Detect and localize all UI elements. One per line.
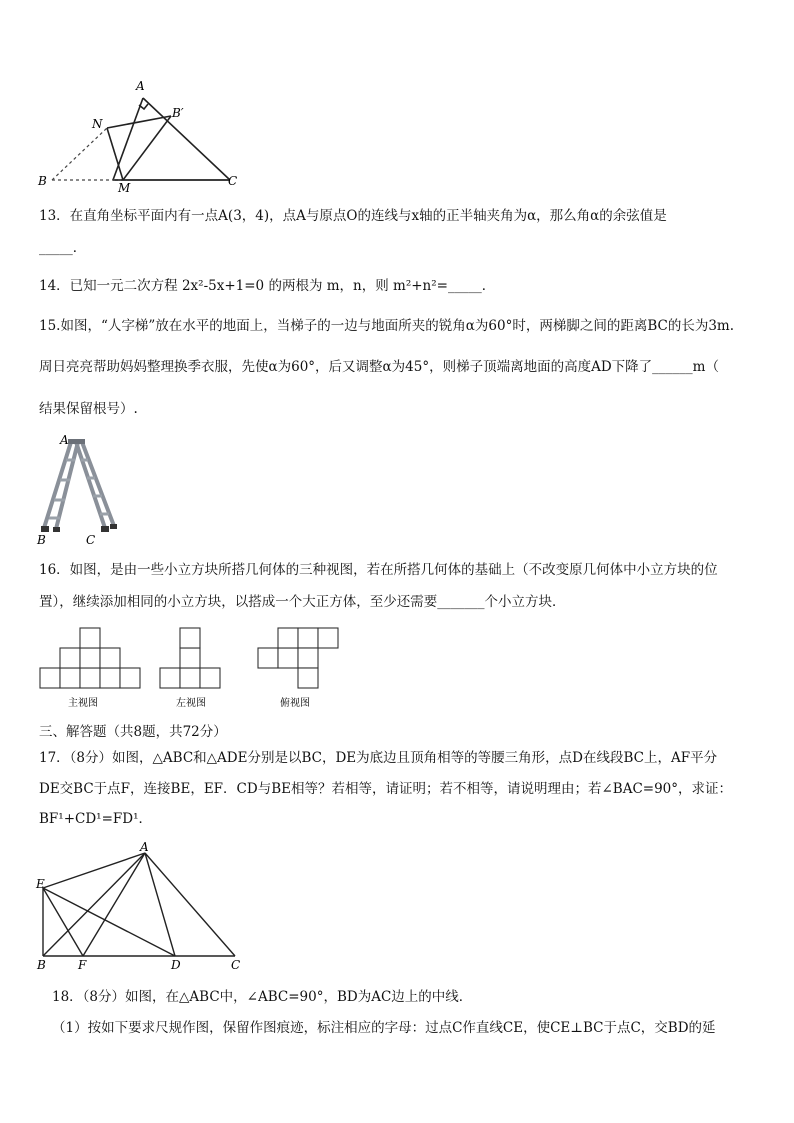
- q16-line2: 置），继续添加相同的小立方块，以搭成一个大正方体，至少还需要_______个小立方块．: [39, 594, 566, 610]
- q15-line1: 15.如图，“人字梯”放在水平的地面上，当梯子的一边与地面所夹的锐角α为60°时，两梯脚之间的距离BC的长为3m.: [39, 318, 734, 334]
- q15-line3: 结果保留根号）.: [39, 401, 138, 417]
- q18-line2: （1）按如下要求尺规作图，保留作图痕迹，标注相应的字母：过点C作直线CE，使CE⊥BC于点C，交BD的延: [52, 1020, 716, 1036]
- label-front-view: 主视图: [68, 698, 98, 709]
- figure-q16-three-views: [36, 626, 346, 712]
- label-N: N: [92, 117, 103, 131]
- section3-title: 三、解答题（共8题，共72分）: [39, 724, 227, 740]
- figure-q17-triangles: [30, 838, 250, 973]
- label-M: M: [118, 181, 131, 195]
- q15-line2: 周日亮亮帮助妈妈整理换季衣服，先使α为60°，后又调整α为45°，则梯子顶端离地面的高度AD下降了______m（: [39, 359, 719, 375]
- q14-text: 14．已知一元二次方程 2x²-5x+1=0 的两根为 m，n，则 m²+n²=_____．: [39, 278, 496, 294]
- label-top-view: 俯视图: [280, 698, 310, 709]
- figure-q15-ladder: [30, 432, 130, 548]
- q17-line1: 17．（8分）如图，△ABC和△ADE分别是以BC，DE为底边且顶角相等的等腰三角形，点D在线段BC上，AF平分: [39, 750, 718, 766]
- label-B: B: [38, 174, 47, 188]
- q18-line1: 18．（8分）如图，在△ABC中，∠ABC=90°，BD为AC边上的中线．: [52, 989, 473, 1005]
- label-A: A: [60, 433, 69, 447]
- label-F: F: [78, 958, 87, 972]
- q16-line1: 16．如图，是由一些小立方块所搭几何体的三种视图，若在所搭几何体的基础上（不改变原几何体中小立方块的位: [39, 562, 718, 578]
- label-A: A: [136, 79, 145, 93]
- q17-line2: DE交BC于点F，连接BE，EF．CD与BE相等？若相等，请证明；若不相等，请说明理由；若∠BAC=90°，求证：: [39, 781, 733, 797]
- label-E: E: [36, 877, 45, 891]
- label-B: B: [37, 533, 46, 547]
- label-D: D: [171, 958, 181, 972]
- q17-line3: BF¹+CD¹=FD¹．: [39, 811, 152, 827]
- label-C: C: [228, 174, 238, 188]
- figure-q12-triangle: [30, 78, 245, 196]
- q13-line1: 13．在直角坐标平面内有一点A(3，4)，点A与原点O的连线与x轴的正半轴夹角为α，那么角α的余弦值是: [39, 208, 667, 224]
- label-C: C: [231, 958, 241, 972]
- label-A: A: [140, 840, 149, 854]
- label-C: C: [86, 533, 96, 547]
- label-B: B: [37, 958, 46, 972]
- label-left-view: 左视图: [176, 698, 206, 709]
- label-B-prime: B′: [172, 106, 184, 120]
- q13-line2: _____．: [39, 240, 87, 256]
